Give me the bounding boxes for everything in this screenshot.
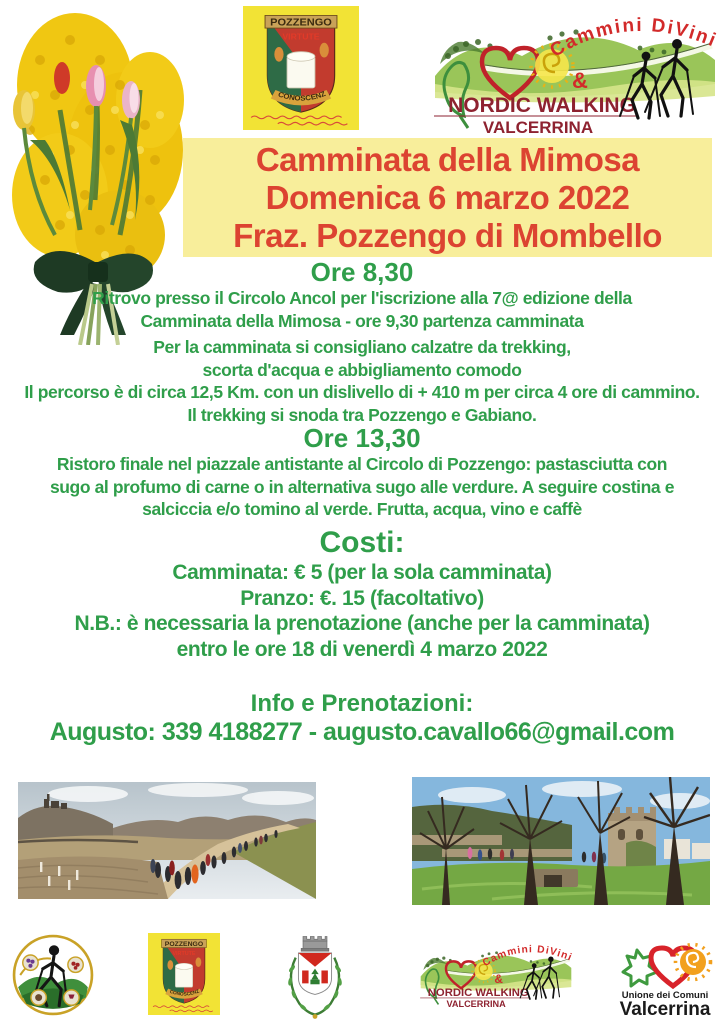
title-banner bbox=[183, 138, 712, 257]
advice-line: scorta d'acqua e abbigliamento comodo bbox=[202, 359, 522, 380]
advice-line: Il percorso è di circa 12,5 Km. con un dislivello di + 410 m per circa 4 ore di cammino. bbox=[24, 382, 700, 402]
lunch-line: Ristoro finale nel piazzale antistante al Circolo di Pozzengo: pastasciutta con bbox=[56, 454, 668, 474]
svg-text:Valcerrina: Valcerrina bbox=[619, 999, 711, 1018]
title-line-3: Fraz. Pozzengo di Mombello bbox=[233, 216, 662, 254]
morning-line: Ritrovo presso il Circolo Ancol per l'iscrizione alla 7@ edizione della bbox=[92, 288, 632, 308]
title-line-2: Domenica 6 marzo 2022 bbox=[265, 178, 630, 216]
advice-line: Il trekking si snoda tra Pozzengo e Gabiano. bbox=[187, 404, 537, 425]
section-morning bbox=[0, 257, 724, 332]
costs-heading: Costi: bbox=[319, 526, 405, 559]
nordic-walker-circle-logo bbox=[12, 934, 94, 1016]
unione-comuni-valcerrina-logo bbox=[606, 936, 718, 1018]
castle bbox=[608, 807, 656, 867]
stone-hut bbox=[530, 869, 578, 887]
section-advice bbox=[0, 336, 724, 426]
shield bbox=[298, 953, 331, 994]
section-info bbox=[0, 690, 724, 747]
morning-heading: Ore 8,30 bbox=[310, 257, 414, 287]
info-contact-line: Augusto: 339 4188277 - augusto.cavallo66@gmail.com bbox=[49, 718, 675, 746]
cammini-divini-nordic-walking-logo bbox=[430, 4, 720, 139]
costs-line: Camminata: € 5 (per la sola camminata) bbox=[172, 561, 552, 584]
cammini-divini-logo-small bbox=[418, 936, 574, 1012]
section-costs bbox=[0, 526, 724, 662]
lunch-line: salciccia e/o tomino al verde. Frutta, acqua, vino e caffè bbox=[142, 499, 582, 519]
morning-line: Camminata della Mimosa - ore 9,30 partenza camminata bbox=[140, 310, 584, 331]
pozzengo-crest-logo bbox=[243, 6, 359, 130]
advice-line: Per la camminata si consigliano calzatre da trekking, bbox=[153, 337, 571, 357]
photo-castle-trees bbox=[412, 777, 710, 905]
mombello-coat-of-arms bbox=[282, 930, 348, 1022]
info-heading: Info e Prenotazioni: bbox=[250, 690, 474, 717]
svg-text:Unione dei Comuni: Unione dei Comuni bbox=[621, 990, 709, 1001]
section-lunch bbox=[0, 423, 724, 521]
lunch-heading: Ore 13,30 bbox=[303, 423, 421, 453]
photo-walkers-on-trail bbox=[18, 782, 316, 899]
pozzengo-crest-logo-small bbox=[148, 933, 220, 1015]
costs-line: Pranzo: €. 15 (facoltativo) bbox=[240, 586, 484, 610]
wreath-knot bbox=[313, 1014, 318, 1019]
costs-line: N.B.: è necessaria la prenotazione (anche per la camminata) bbox=[74, 612, 650, 635]
title-line-1: Camminata della Mimosa bbox=[255, 140, 640, 178]
mural-crown bbox=[301, 936, 329, 951]
lunch-line: sugo al profumo di carne o in alternativa sugo alle verdure. A seguire costina e bbox=[49, 476, 675, 497]
costs-line: entro le ore 18 di venerdì 4 marzo 2022 bbox=[176, 637, 548, 661]
